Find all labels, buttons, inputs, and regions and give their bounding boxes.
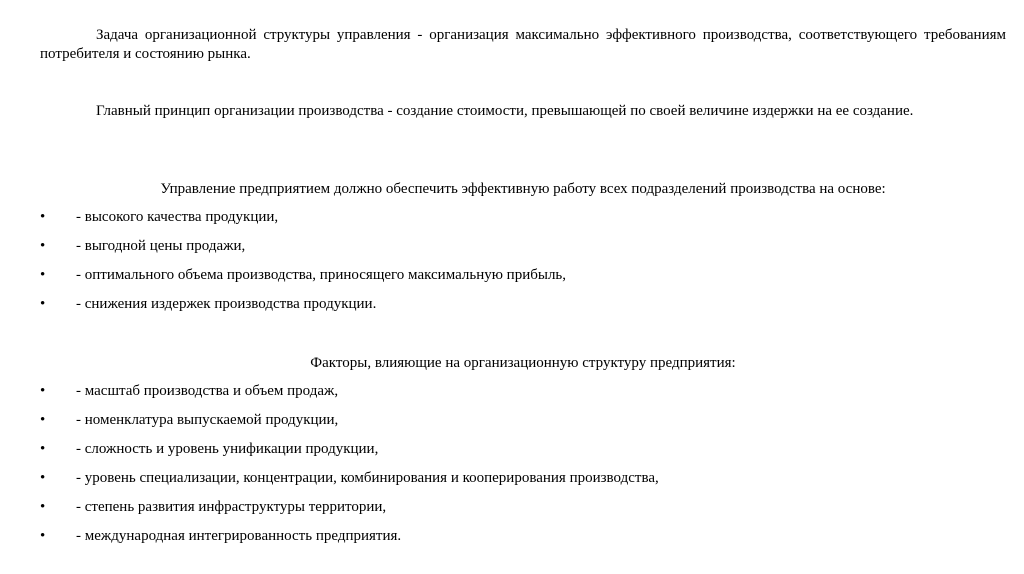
list-item-text: - высокого качества продукции,: [76, 209, 279, 225]
list-item: [40, 498, 1006, 527]
list-item-text: - снижения издержек производства продукции.: [76, 296, 377, 312]
list-item-text: - международная интегрированность предприятия.: [76, 528, 402, 544]
bullet-icon: •: [40, 470, 46, 486]
paragraph-task: Задача организационной структуры управления - организация максимально эффективного производства, соответствующего требованиям потребителя и состоянию рынка.: [40, 27, 1006, 62]
list-item: [40, 469, 1006, 498]
bullet-icon: •: [40, 412, 46, 428]
paragraph-principle: Главный принцип организации производства - создание стоимости, превышающей по своей величине издержки на ее создание.: [96, 103, 914, 119]
section-heading-management: Управление предприятием должно обеспечить эффективную работу всех подразделений производства на основе:: [160, 181, 886, 197]
bullet-list-management-basis: [40, 208, 1006, 324]
list-item: [40, 295, 1006, 324]
bullet-icon: •: [40, 441, 46, 457]
list-item: [40, 237, 1006, 266]
section-heading-factors: Факторы, влияющие на организационную структуру предприятия:: [310, 355, 736, 371]
list-item-text: - сложность и уровень унификации продукции,: [76, 441, 379, 457]
list-item-text: - выгодной цены продажи,: [76, 238, 246, 254]
list-item-text: - номенклатура выпускаемой продукции,: [76, 412, 339, 428]
bullet-icon: •: [40, 238, 46, 254]
list-item-text: - уровень специализации, концентрации, комбинирования и кооперирования производства,: [76, 470, 659, 486]
bullet-icon: •: [40, 296, 46, 312]
list-item: [40, 266, 1006, 295]
list-item: [40, 411, 1006, 440]
list-item: [40, 208, 1006, 237]
bullet-icon: •: [40, 383, 46, 399]
bullet-icon: •: [40, 209, 46, 225]
list-item: [40, 440, 1006, 469]
list-item-text: - оптимального объема производства, приносящего максимальную прибыль,: [76, 267, 567, 283]
list-item-text: - степень развития инфраструктуры территории,: [76, 499, 387, 515]
bullet-icon: •: [40, 267, 46, 283]
list-item: [40, 382, 1006, 411]
list-item-text: - масштаб производства и объем продаж,: [76, 383, 339, 399]
bullet-icon: •: [40, 528, 46, 544]
bullet-list-factors: [40, 382, 1006, 556]
document-page: [40, 0, 1006, 574]
bullet-icon: •: [40, 499, 46, 515]
list-item: [40, 527, 1006, 556]
